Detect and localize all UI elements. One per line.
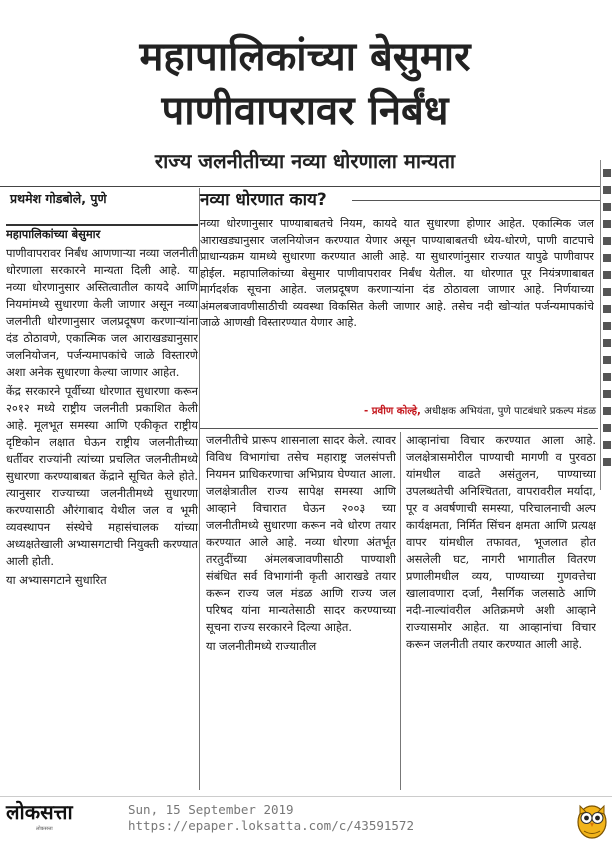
box-text: नव्या धोरणानुसार पाण्याबाबतचे नियम, कायदे यात सुधारणा होणार आहेत. एकात्मिक जल आराखड्यानुसार जलनियोजन करण्यात येणार असून पाण्याबाबतची ध्येय-धोरणे, पाणी वाटपाचे प्राधान्यक्रम यामध्ये सुधारणा करण्यात आली आहे. या सुधारणांनुसार राज्यात यापुढे पाणीवापर होईल. महापालिकांच्या बेसुमार पाणीवापरावर निर्बंध येतील. या धोरणात पूर नियंत्रणाबाबत मार्गदर्शक सूचना आहेत. जलप्रदूषण करणाऱ्यांना दंड ठोठावला जाणार आहे. निर्णयाच्या अंमलबजावणीसाठीची व्यवस्था विकसित केली जाणार आहे. तसेच नदी खोऱ्यांत पर्जन्यमापकांचे जाळे आणखी विस्तारण्यात येणार आहे. (200, 217, 594, 329)
attribution (250, 404, 596, 420)
headline-line-1: महापालिकांच्या बेसुमार (139, 34, 471, 80)
right-paragraph-1: आव्हानांचा विचार करण्यात आला आहे. जलक्षेत्रासमोरील पाण्याची मागणी व पुरवठा यांमधील वाढते असंतुलन, पाण्याच्या उपलब्धतेची अनिश्चितता, वापरावरील मर्यादा, पूर व अवर्षणाची समस्या, परिचालनाची अल्प कार्यक्षमता, निर्मित सिंचन क्षमता आणि प्रत्यक्ष वापर यांमधील तफावत, भूजलात होत असलेली घट, नागरी भागातील वितरण प्रणालीमधील व्यय, पाण्याच्या गुणवत्तेचा खालावणारा दर्जा, नैसर्गिक जलसाठे आणि नदी-नाल्यांवरील अतिक्रमणे अशी आव्हाने राज्यासमोर आहेत. या आव्हानांचा विचार करून जलनीती तयार करण्यात आली आहे. (406, 433, 596, 651)
headline-line-2: पाणीवापरावर निर्बंध (161, 88, 449, 134)
box-bottom-rule (200, 428, 598, 429)
lead-in: महापालिकांच्या बेसुमार (6, 227, 101, 241)
left-column (6, 224, 198, 792)
headline (60, 30, 550, 138)
subheadline: राज्य जलनीतीच्या नव्या धोरणाला मान्यता (154, 149, 456, 173)
edition-date: Sun, 15 September 2019 (128, 802, 294, 817)
section-rule (0, 186, 600, 187)
owl-icon[interactable] (576, 798, 608, 840)
brand-logo[interactable]: लोकसत्ता (6, 800, 73, 824)
left-paragraph-1: पाणीवापरावर निर्बंध आणणाऱ्या नव्या जलनीती धोरणाला सरकारने मान्यता दिली आहे. या नव्या धोरणानुसार अस्तित्वातील कायदे आणि नियमांमध्ये सुधारणा केली जाणार असून नव्या जलनीती धोरणानुसार जलप्रदूषण करणाऱ्यांना दंड ठोठावणे, एकात्मिक जल आराखड्यानुसार जलनियोजन, पर्जन्यमापकांचे जाळे विस्तारणे अशा अनेक सुधारणा केल्या जाणार आहेत. (6, 246, 198, 379)
adjacent-article-edge (600, 160, 612, 490)
right-column (406, 432, 596, 790)
edition-url[interactable]: https://epaper.loksatta.com/c/43591572 (128, 818, 414, 833)
box-body (200, 216, 594, 412)
attribution-role: अधीक्षक अभियंता, पुणे पाटबंधारे प्रकल्प मंडळ (424, 406, 596, 417)
mid-paragraph-1: जलनीतीचे प्रारूप शासनाला सादर केले. त्यावर विविध विभागांचा तसेच महाराष्ट्र जलसंपत्ती नियमन प्राधिकरणाचा अभिप्राय घेण्यात आला. जलक्षेत्रातील राज्य सापेक्ष समस्या आणि आव्हाने विचारात घेऊन २००३ च्या जलनीतीमध्ये सुधारणा करून नवे धोरण तयार करण्यात आले आहे. नव्या धोरणा अंतर्भूत तरतुदींच्या अंमलबजावणीसाठी पाण्याशी संबंधित सर्व विभागांनी कृती आराखडे तयार करून राज्य जल मंडळ आणि राज्य जल परिषद यांना मान्यतेसाठी सादर करण्याच्या सूचना राज्य सरकारने दिल्या आहेत. (206, 433, 396, 634)
left-paragraph-2: केंद्र सरकारने पूर्वीच्या धोरणात सुधारणा करून २०१२ मध्ये राष्ट्रीय जलनीती प्रकाशित केली आहे. मूलभूत समस्या आणि एकीकृत राष्ट्रीय दृष्टिकोन लक्षात घेऊन राष्ट्रीय जलनीतीच्या धर्तीवर राज्यांनी त्यांच्या प्रचलित जलनीतीमध्ये सुधारणा करण्याबाबत केंद्राने सूचित केले होते. त्यानुसार राज्याच्या जलनीतीमध्ये सुधारणा करण्यासाठी औरंगाबाद येथील जल व भूमी व्यवस्थापन संस्थेचे महासंचालक यांच्या अध्यक्षतेखाली अभ्यासगटाची नियुक्ती करण्यात आली होती. (6, 384, 198, 568)
byline: प्रथमेश गोडबोले, पुणे (10, 191, 107, 206)
attribution-name: - प्रवीण कोल्हे, (363, 406, 421, 417)
mid-paragraph-2: या जलनीतीमध्ये राज्यातील (206, 639, 317, 653)
box-title-rule (352, 200, 600, 201)
box-title: नव्या धोरणात काय? (200, 190, 327, 210)
footer-rule (0, 796, 612, 797)
middle-column (206, 432, 396, 790)
left-paragraph-3: या अभ्यासगटाने सुधारित (6, 573, 107, 587)
brand-tagline: लोकसत्ता (36, 826, 53, 832)
column-divider-2 (400, 432, 401, 790)
